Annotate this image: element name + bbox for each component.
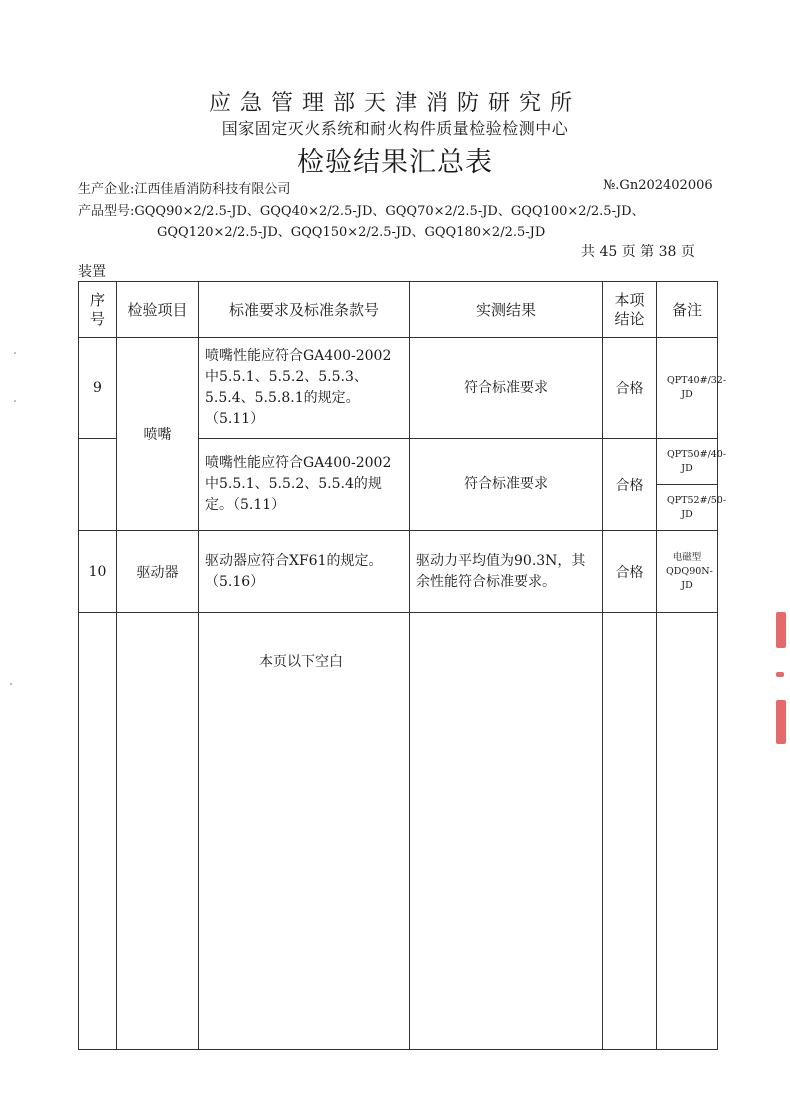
seal-fragment xyxy=(776,700,786,744)
page-info: 共 45 页 第 38 页 xyxy=(581,244,695,260)
row-note: QPT52#/50-JD xyxy=(657,485,718,531)
row-note: 电磁型QDQ90N-JD xyxy=(657,531,718,613)
seal-fragment xyxy=(776,672,784,677)
row-result: 驱动力平均值为90.3N，其余性能符合标准要求。 xyxy=(410,531,603,613)
row-note: QPT40#/32-JD xyxy=(657,338,718,439)
blank-cell xyxy=(199,613,410,1050)
page-title: 检验结果汇总表 xyxy=(297,147,493,178)
center-name: 国家固定灭火系统和耐火构件质量检验检测中心 xyxy=(221,119,569,138)
row-note: QPT50#/40-JD xyxy=(657,439,718,485)
blank-text: 本页以下空白 xyxy=(259,654,343,670)
header-row xyxy=(79,282,718,338)
row-result: 符合标准要求 xyxy=(410,338,603,439)
blank-cell xyxy=(117,613,199,1050)
company-name: 江西佳盾消防科技有限公司 xyxy=(134,182,291,197)
model-row xyxy=(78,200,645,219)
row-no: 10 xyxy=(79,531,117,613)
row-standard: 喷嘴性能应符合GA400-2002中5.5.1、5.5.2、5.5.3、5.5.4、5.5.8.1的规定。（5.11） xyxy=(199,338,410,439)
row-result: 符合标准要求 xyxy=(410,439,603,531)
row-no-cont xyxy=(79,439,117,531)
blank-cell xyxy=(79,613,117,1050)
row-conclusion: 合格 xyxy=(603,338,657,439)
row-item: 驱动器 xyxy=(117,531,199,613)
models-line2: GQQ120×2/2.5-JD、GQQ150×2/2.5-JD、GQQ180×2/2.5-JD xyxy=(157,225,546,240)
row-standard: 驱动器应符合XF61的规定。（5.16） xyxy=(199,531,410,613)
section-label: 装置 xyxy=(78,264,106,280)
table-row xyxy=(79,338,718,384)
row-conclusion: 合格 xyxy=(603,439,657,531)
col-header-note: 备注 xyxy=(657,282,718,338)
company-label: 生产企业: xyxy=(78,182,135,197)
models-line1: GQQ90×2/2.5-JD、GQQ40×2/2.5-JD、GQQ70×2/2.5-JD、GQQ100×2/2.5-JD、 xyxy=(134,204,645,219)
col-header-standard: 标准要求及标准条款号 xyxy=(199,282,410,338)
report-number: №.Gn202402006 xyxy=(603,178,713,193)
model-label: 产品型号: xyxy=(78,204,135,219)
row-standard: 喷嘴性能应符合GA400-2002中5.5.1、5.5.2、5.5.4的规定。（5.11） xyxy=(199,439,410,531)
col-header-item: 检验项目 xyxy=(117,282,199,338)
col-header-no: 序号 xyxy=(79,282,117,338)
col-header-conclusion: 本项结论 xyxy=(603,282,657,338)
blank-cell xyxy=(410,613,603,1050)
scan-mark xyxy=(14,352,16,354)
results-table xyxy=(78,281,727,1050)
scan-mark xyxy=(10,683,12,685)
table-row xyxy=(79,531,718,613)
seal-fragment xyxy=(776,612,786,648)
company-row xyxy=(78,178,290,197)
row-conclusion: 合格 xyxy=(603,531,657,613)
row-item: 喷嘴 xyxy=(117,338,199,531)
scan-mark xyxy=(14,400,16,402)
blank-cell xyxy=(603,613,657,1050)
row-no: 9 xyxy=(79,338,117,439)
col-header-result: 实测结果 xyxy=(410,282,603,338)
institute-name: 应急管理部天津消防研究所 xyxy=(208,91,581,116)
blank-row xyxy=(79,613,718,1050)
blank-cell xyxy=(657,613,718,1050)
